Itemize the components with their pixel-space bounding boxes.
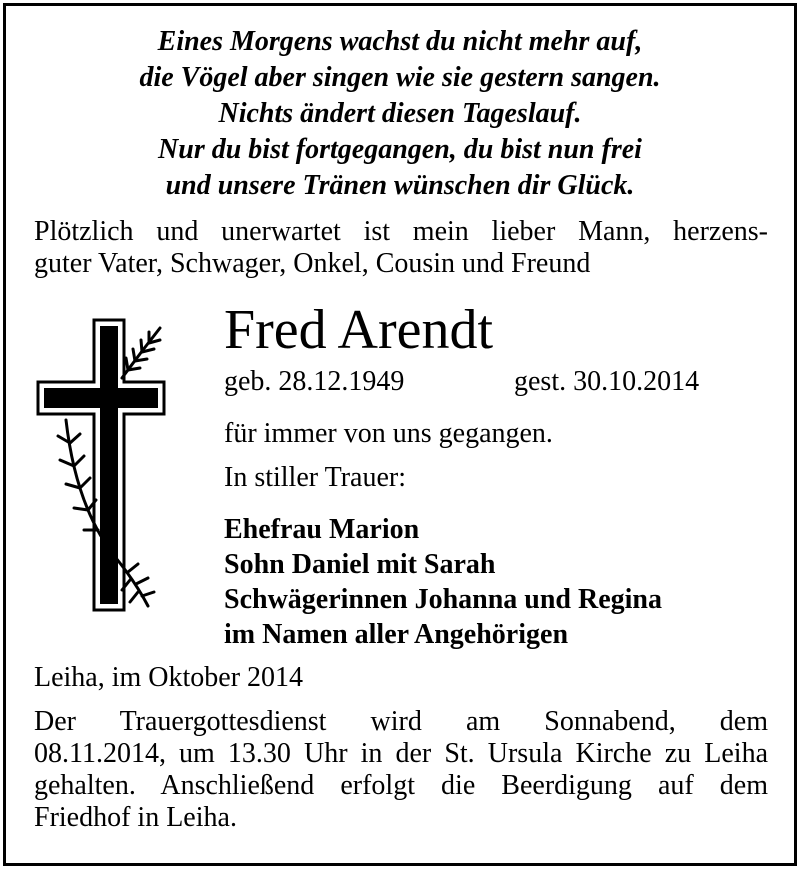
mourning-label: In stiller Trauer: xyxy=(224,462,406,493)
poem-line: die Vögel aber singen wie sie gestern sangen. xyxy=(139,62,661,93)
mourner: im Namen aller Angehörigen xyxy=(224,619,569,650)
intro-line: guter Vater, Schwager, Onkel, Cousin und Freund xyxy=(34,248,591,279)
service-line: Der Trauergottesdienst wird am Sonnabend, dem xyxy=(34,706,768,737)
passed-away-text: für immer von uns gegangen. xyxy=(224,418,553,449)
cross-with-palm-icon xyxy=(36,318,166,618)
intro-text xyxy=(34,216,768,280)
mourner: Sohn Daniel mit Sarah xyxy=(224,549,496,580)
poem-line: und unsere Tränen wünschen dir Glück. xyxy=(165,170,635,201)
deceased-name: Fred Arendt xyxy=(224,299,494,361)
poem xyxy=(20,24,780,204)
service-line: 08.11.2014, um 13.30 Uhr in der St. Ursula Kirche zu Leiha xyxy=(34,738,768,769)
place-date: Leiha, im Oktober 2014 xyxy=(34,662,304,693)
poem-line: Nur du bist fortgegangen, du bist nun frei xyxy=(158,134,642,165)
mourner: Ehefrau Marion xyxy=(224,514,420,545)
birth-date: geb. 28.12.1949 xyxy=(224,366,405,397)
service-line: Friedhof in Leiha. xyxy=(34,802,237,833)
mourner: Schwägerinnen Johanna und Regina xyxy=(224,584,663,615)
mourners-list xyxy=(224,512,662,652)
death-date: gest. 30.10.2014 xyxy=(514,366,700,397)
service-line: gehalten. Anschließend erfolgt die Beerdigung auf dem xyxy=(34,770,768,801)
poem-line: Eines Morgens wachst du nicht mehr auf, xyxy=(157,26,643,57)
intro-line: Plötzlich und unerwartet ist mein lieber Mann, herzens- xyxy=(34,216,768,247)
service-info xyxy=(34,706,768,834)
poem-line: Nichts ändert diesen Tageslauf. xyxy=(218,98,582,129)
